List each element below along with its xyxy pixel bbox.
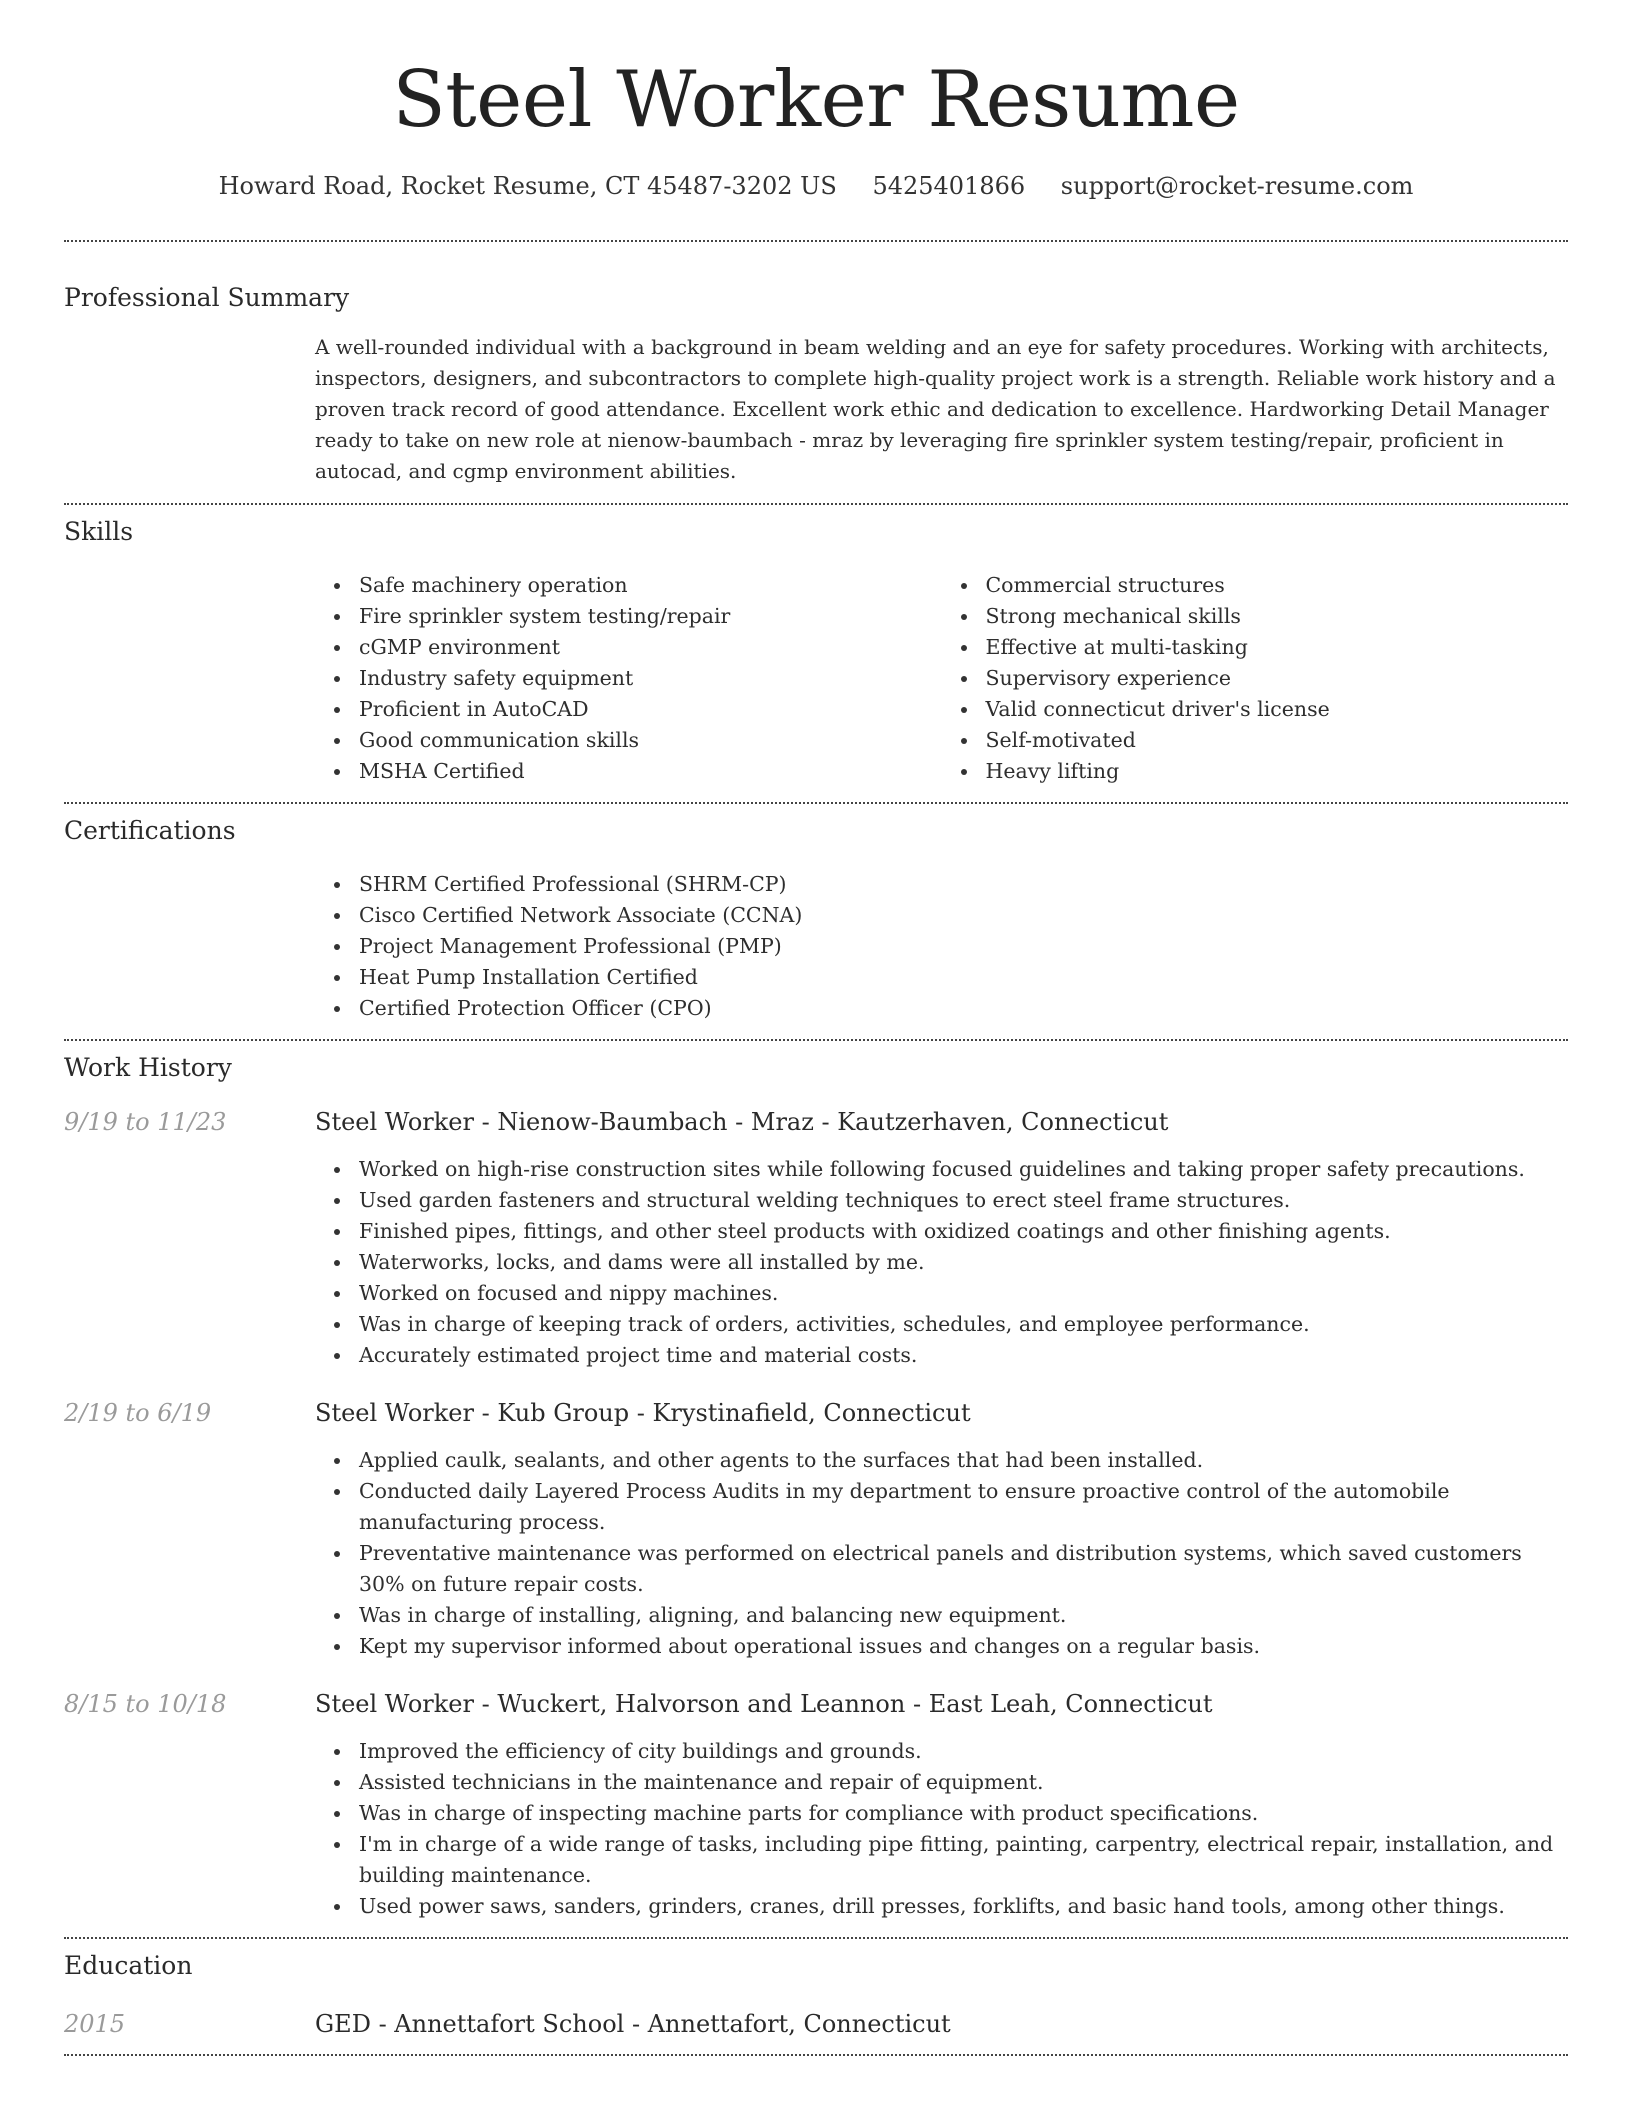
summary-text: A well-rounded individual with a background in beam welding and an eye for safety procedures. Working with architects, inspectors, designers, and subcontractors to complete high-quality project work is a strength. Reliable work history and a proven track record of good attendance. Excellent work ethic and dedication to excellence. Hardworking Detail Manager ready to take on new role at nienow-baumbach - mraz by leveraging fire sprinkler system testing/repair, proficient in autocad, and cgmp environment abilities. [315,335,1556,483]
job-entry [64,1688,1568,1922]
job-duty-item: Kept my supervisor informed about operational issues and changes on a regular basis. [359,1631,1568,1662]
job-duties-list [315,1154,1568,1371]
job-duty-item: I'm in charge of a wide range of tasks, including pipe fitting, painting, carpentry, electrical repair, installation, and building maintenance. [359,1829,1568,1891]
education-row [64,2008,1568,2040]
certification-item: SHRM Certified Professional (SHRM-CP) [359,869,1568,900]
job-duty-item: Accurately estimated project time and material costs. [359,1340,1568,1371]
job-header [64,1688,1568,1720]
education-degree: GED - Annettafort School - Annettafort, Connecticut [315,2010,951,2038]
section-heading-certifications: Certifications [64,816,236,845]
skill-item: Industry safety equipment [359,663,942,694]
skill-item: Valid connecticut driver's license [986,694,1569,725]
job-duty-item: Was in charge of inspecting machine parts for compliance with product specifications. [359,1798,1568,1829]
skill-item: Supervisory experience [986,663,1569,694]
skill-item: Good communication skills [359,725,942,756]
contact-email: support@rocket-resume.com [1060,172,1414,200]
section-heading-work-history: Work History [64,1053,232,1082]
skills-section [64,516,1568,787]
section-divider [64,1937,1568,1939]
section-divider [64,1039,1568,1041]
job-duty-item: Conducted daily Layered Process Audits in my department to ensure proactive control of the automobile manufacturing process. [359,1476,1568,1538]
skill-item: Commercial structures [986,570,1569,601]
education-year: 2015 [64,2010,126,2038]
certification-item: Heat Pump Installation Certified [359,962,1568,993]
skills-grid [315,570,1568,787]
job-dates: 2/19 to 6/19 [64,1399,212,1427]
skill-item: Fire sprinkler system testing/repair [359,601,942,632]
section-divider [64,503,1568,505]
job-duty-item: Used power saws, sanders, grinders, cranes, drill presses, forklifts, and basic hand tools, among other things. [359,1891,1568,1922]
contact-line [64,170,1568,202]
skills-list-left [315,570,942,787]
certification-item: Cisco Certified Network Associate (CCNA) [359,900,1568,931]
job-header [64,1397,1568,1429]
work-history-section [64,1052,1568,1922]
certification-item: Project Management Professional (PMP) [359,931,1568,962]
job-title: Steel Worker - Nienow-Baumbach - Mraz - Kautzerhaven, Connecticut [315,1108,1169,1136]
skill-item: Safe machinery operation [359,570,942,601]
job-duty-item: Finished pipes, fittings, and other steel products with oxidized coatings and other finishing agents. [359,1216,1568,1247]
certifications-section [64,815,1568,1024]
section-divider [64,802,1568,804]
job-entry [64,1106,1568,1371]
skill-item: Strong mechanical skills [986,601,1569,632]
section-heading-skills: Skills [64,517,134,546]
certification-item: Certified Protection Officer (CPO) [359,993,1568,1024]
job-duty-item: Was in charge of installing, aligning, and balancing new equipment. [359,1600,1568,1631]
job-dates: 9/19 to 11/23 [64,1108,227,1136]
resume-title: Steel Worker Resume [392,55,1240,145]
job-duty-item: Preventative maintenance was performed on electrical panels and distribution systems, which saved customers 30% on future repair costs. [359,1538,1568,1600]
certifications-list [315,869,1568,1024]
resume-page [64,0,1568,2056]
job-duties-list [315,1736,1568,1922]
section-divider [64,2054,1568,2056]
skills-list-right [942,570,1569,787]
skill-item: MSHA Certified [359,756,942,787]
job-duty-item: Used garden fasteners and structural welding techniques to erect steel frame structures. [359,1185,1568,1216]
skill-item: Heavy lifting [986,756,1569,787]
job-duty-item: Worked on high-rise construction sites while following focused guidelines and taking proper safety precautions. [359,1154,1568,1185]
section-heading-education: Education [64,1951,193,1980]
contact-address: Howard Road, Rocket Resume, CT 45487-3202 US [218,172,837,200]
professional-summary-section [64,282,1568,487]
skill-item: Proficient in AutoCAD [359,694,942,725]
job-duty-item: Improved the efficiency of city buildings and grounds. [359,1736,1568,1767]
job-duty-item: Assisted technicians in the maintenance and repair of equipment. [359,1767,1568,1798]
education-section [64,1950,1568,2040]
section-divider [64,240,1568,242]
job-duties-list [315,1445,1568,1662]
job-dates: 8/15 to 10/18 [64,1690,227,1718]
job-header [64,1106,1568,1138]
job-duty-item: Waterworks, locks, and dams were all installed by me. [359,1247,1568,1278]
skill-item: cGMP environment [359,632,942,663]
skill-item: Self-motivated [986,725,1569,756]
contact-phone: 5425401866 [872,172,1026,200]
job-title: Steel Worker - Wuckert, Halvorson and Leannon - East Leah, Connecticut [315,1690,1213,1718]
skill-item: Effective at multi-tasking [986,632,1569,663]
job-entry [64,1397,1568,1662]
job-duty-item: Was in charge of keeping track of orders, activities, schedules, and employee performance. [359,1309,1568,1340]
job-duty-item: Applied caulk, sealants, and other agents to the surfaces that had been installed. [359,1445,1568,1476]
job-duty-item: Worked on focused and nippy machines. [359,1278,1568,1309]
job-title: Steel Worker - Kub Group - Krystinafield, Connecticut [315,1399,971,1427]
section-heading-summary: Professional Summary [64,283,350,312]
jobs-container [64,1106,1568,1922]
